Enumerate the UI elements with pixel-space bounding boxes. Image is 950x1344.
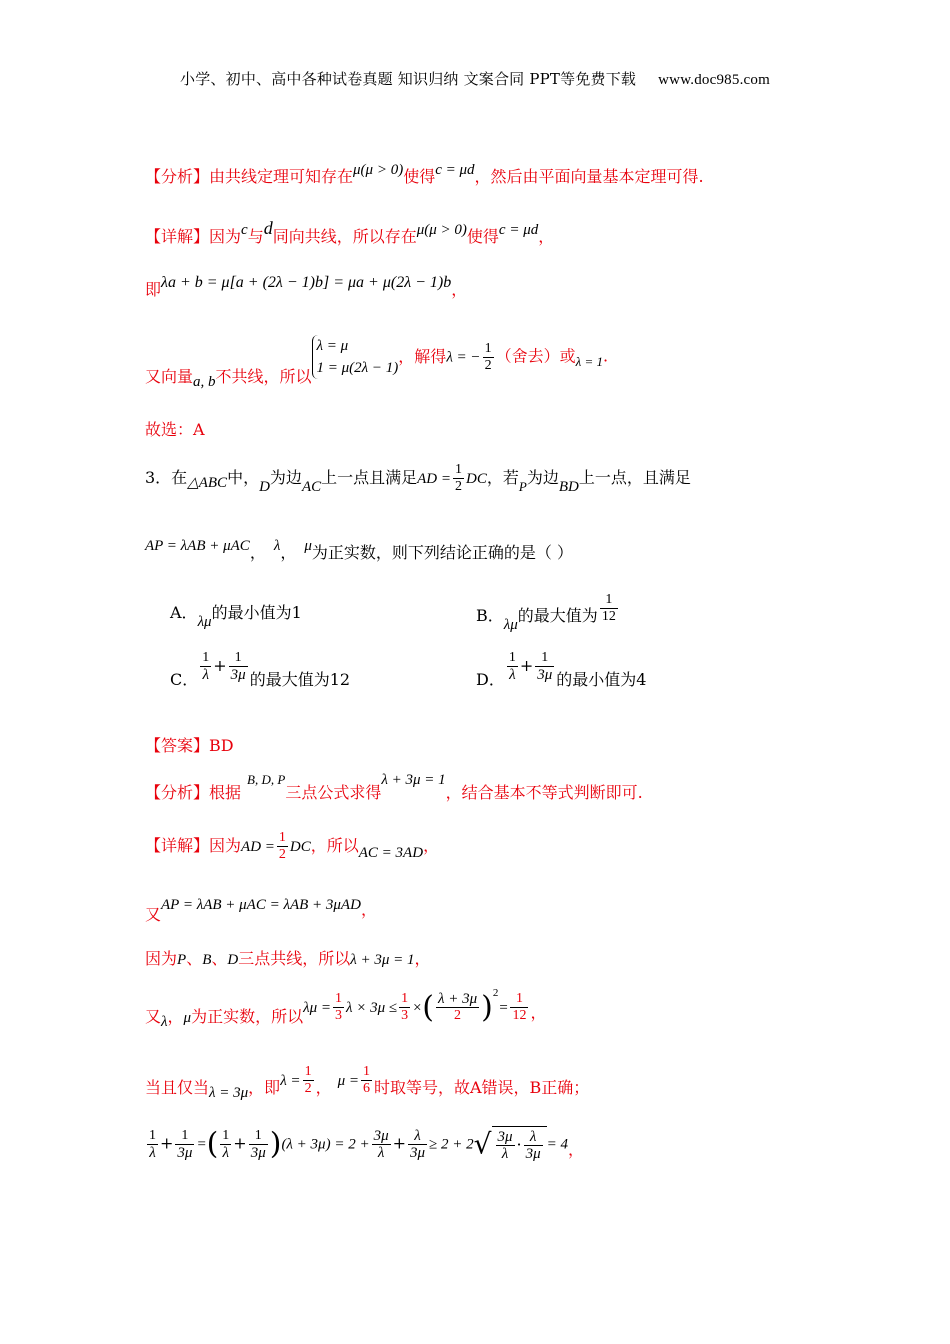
left-paren: ( <box>206 1126 219 1162</box>
formula: ≥ 2 + 2 <box>429 1136 474 1153</box>
denominator: λ <box>149 1144 156 1161</box>
fraction <box>524 1129 543 1162</box>
analysis-label: 【分析】 <box>145 167 210 186</box>
formula: B, D, P <box>247 772 286 787</box>
detail-text: 使得 <box>466 227 499 246</box>
formula: λ = <box>280 1073 301 1089</box>
fraction <box>303 1064 314 1097</box>
formula: μ <box>304 538 312 554</box>
formula: BD <box>558 479 579 495</box>
question-text: ， <box>280 543 297 562</box>
option-d[interactable] <box>476 650 647 689</box>
detail-text: ， <box>538 227 555 246</box>
fraction <box>249 1128 268 1161</box>
fraction <box>220 1128 231 1161</box>
numerator: 1 <box>510 991 528 1008</box>
formula: AD = <box>417 471 451 487</box>
fraction <box>333 991 344 1024</box>
option-text: 的最小值为1 <box>211 603 302 622</box>
question-text: 上一点且满足 <box>321 468 418 487</box>
formula: = <box>498 1000 509 1016</box>
formula: AP = λAB + μAC = λAB + 3μAD <box>161 897 361 913</box>
detail-text: . <box>602 346 609 366</box>
q3-detail-line6 <box>145 1126 584 1162</box>
denominator: 2 <box>454 1008 462 1023</box>
numerator: λ <box>524 1129 543 1146</box>
q2-detail-line2 <box>145 274 468 300</box>
formula: (λ + 3μ) = 2 + <box>281 1136 370 1153</box>
system-row: 1 = μ(2λ − 1) <box>316 360 399 376</box>
formula: d <box>263 218 273 238</box>
fraction <box>453 462 464 495</box>
formula: μ <box>183 1010 192 1026</box>
option-text: 的最大值为12 <box>249 670 351 689</box>
q3-stem-line1 <box>145 462 691 495</box>
detail-text: 又向量 <box>145 366 194 386</box>
question-number: 3．在 <box>145 468 188 487</box>
formula: λ = − <box>446 349 481 366</box>
numerator: 1 <box>362 1064 370 1079</box>
fraction <box>399 991 410 1024</box>
question-text: 中， <box>227 468 260 487</box>
q2-detail-line3 <box>145 335 609 390</box>
denominator: 3μ <box>525 1146 541 1162</box>
formula: △ABC <box>187 475 228 491</box>
detail-text: ，所以 <box>310 836 359 855</box>
q3-detail-line3 <box>145 946 431 969</box>
analysis-text: ，结合基本不等式判断即可. <box>445 783 643 802</box>
detail-text: 、 <box>211 949 228 968</box>
formula: P <box>518 479 527 494</box>
q3-detail-line2 <box>145 897 377 924</box>
fraction <box>372 1128 391 1161</box>
analysis-text: 使得 <box>403 167 436 186</box>
detail-text: ， <box>167 1007 184 1026</box>
formula: D <box>259 479 270 495</box>
denominator: 3μ <box>537 667 553 683</box>
formula: = <box>196 1136 207 1153</box>
formula: λμ <box>503 617 518 633</box>
denominator: 2 <box>278 847 286 862</box>
fraction <box>600 592 618 625</box>
formula: λμ <box>197 614 212 630</box>
right-paren: ) <box>269 1126 282 1162</box>
formula: λ = 1 <box>575 353 603 369</box>
fraction <box>277 830 288 863</box>
operator: + <box>233 1133 247 1153</box>
header-text: 小学、初中、高中各种试卷真题 知识归纳 文案合同 PPT等免费下载 <box>180 70 637 88</box>
denominator: 12 <box>512 1008 527 1023</box>
option-label: B． <box>476 606 504 625</box>
detail-text: ， <box>451 280 468 299</box>
formula: λ = 3μ <box>209 1085 249 1101</box>
denominator: 3 <box>334 1008 342 1023</box>
option-text: 的最大值为 <box>517 606 598 625</box>
detail-text: ， <box>414 949 431 968</box>
detail-text: ， <box>423 836 440 855</box>
formula: AC <box>301 479 322 495</box>
question-text: 为边 <box>526 468 559 487</box>
operator: + <box>392 1133 407 1153</box>
operator: + <box>519 656 534 675</box>
denominator: λ <box>202 667 209 683</box>
q2-detail <box>145 218 555 247</box>
numerator: 1 <box>535 650 554 667</box>
detail-text: ， <box>360 900 377 919</box>
analysis-text: ，然后由平面向量基本定理可得. <box>474 167 704 186</box>
detail-text: 时取等号，故A错误，B正确； <box>373 1078 590 1097</box>
formula: × <box>412 1000 423 1016</box>
denominator: 2 <box>455 479 462 494</box>
left-paren: ( <box>422 990 434 1025</box>
operator: + <box>160 1133 174 1153</box>
numerator: 1 <box>508 650 516 665</box>
numerator: 1 <box>334 991 342 1006</box>
numerator: 1 <box>304 1064 312 1079</box>
numerator: 1 <box>149 1127 156 1143</box>
formula: D <box>227 952 239 968</box>
formula: AC = 3AD <box>358 845 424 861</box>
detail-text: （舍去）或 <box>495 346 576 366</box>
question-text: ， <box>249 543 266 562</box>
detail-text: 为正实数，所以 <box>191 1007 304 1026</box>
detail-label: 【详解】 <box>145 227 210 246</box>
option-label: A． <box>170 603 198 622</box>
q3-detail-line5 <box>145 1064 590 1101</box>
question-text: ，若 <box>486 468 519 487</box>
fraction <box>436 991 479 1024</box>
formula: DC <box>289 839 311 855</box>
q2-choice: 故选：A <box>145 420 205 439</box>
q3-detail-line4 <box>145 987 547 1030</box>
detail-text: 因为 <box>209 836 242 855</box>
detail-label: 【详解】 <box>145 836 210 855</box>
denominator: 3μ <box>250 1144 266 1161</box>
q3-analysis <box>145 772 643 803</box>
page-header <box>0 68 950 89</box>
numerator: 1 <box>455 462 462 477</box>
formula: DC <box>466 471 487 487</box>
formula: c <box>241 222 248 238</box>
q3-answer: 【答案】BD <box>145 736 234 755</box>
detail-text: 因为 <box>209 227 242 246</box>
denominator: λ <box>222 1144 230 1161</box>
numerator: 1 <box>278 830 286 845</box>
analysis-text: 由共线定理可知存在 <box>209 167 354 186</box>
formula: AD = <box>241 839 275 855</box>
denominator: 3μ <box>177 1144 193 1161</box>
numerator: 1 <box>600 592 618 609</box>
formula: = 4 <box>546 1136 569 1153</box>
detail-text: ，即 <box>248 1078 281 1097</box>
option-c[interactable] <box>170 650 351 689</box>
option-label: D． <box>476 670 505 689</box>
detail-text: 同向共线，所以存在 <box>272 227 417 246</box>
fraction <box>535 650 554 683</box>
system-row: λ = μ <box>316 338 349 354</box>
option-a[interactable] <box>170 600 302 630</box>
formula: c = μd <box>435 162 475 178</box>
numerator: 3μ <box>497 1129 513 1145</box>
detail-text: 不共线，所以 <box>215 366 312 386</box>
denominator: λ <box>509 667 516 683</box>
question-text: 为边 <box>269 468 302 487</box>
fraction <box>496 1129 515 1162</box>
numerator: 1 <box>202 650 210 665</box>
formula: μ(μ > 0) <box>353 162 404 178</box>
formula: λa + b = μ[a + (2λ − 1)b] = μa + μ(2λ − 1)b <box>161 274 452 291</box>
fraction <box>229 650 248 683</box>
formula: B <box>202 952 212 968</box>
detail-text: 又 <box>145 1007 162 1026</box>
formula: AP = λAB + μAC <box>145 538 250 554</box>
detail-text: 当且仅当 <box>145 1078 210 1097</box>
fraction <box>175 1128 194 1161</box>
numerator: λ + 3μ <box>437 991 478 1007</box>
detail-text: ， <box>568 1139 585 1159</box>
formula: λ <box>161 1014 168 1030</box>
detail-text: 与 <box>247 227 264 246</box>
formula: P <box>177 952 187 968</box>
fraction <box>408 1128 427 1161</box>
denominator: λ <box>377 1144 385 1161</box>
detail-text: 三点共线，所以 <box>238 949 351 968</box>
denominator: 12 <box>601 609 616 624</box>
operator: · <box>516 1135 522 1154</box>
detail-text: 又 <box>145 905 162 924</box>
right-paren: ) <box>481 990 493 1025</box>
formula: μ = <box>337 1073 359 1089</box>
formula: λ + 3μ = 1 <box>350 952 415 968</box>
analysis-label: 【分析】 <box>145 783 210 802</box>
q3-detail <box>145 830 439 863</box>
denominator: 3μ <box>230 667 246 683</box>
formula: μ(μ > 0) <box>416 222 467 238</box>
numerator: 1 <box>484 340 492 356</box>
denominator: 2 <box>484 357 492 373</box>
fraction <box>200 650 211 683</box>
fraction <box>483 341 494 374</box>
detail-text: ，解得 <box>398 346 447 366</box>
fraction <box>361 1064 372 1097</box>
denominator: 3μ <box>410 1144 426 1161</box>
option-b[interactable] <box>476 592 620 633</box>
question-text: 上一点，且满足 <box>578 468 691 487</box>
fraction <box>147 1128 158 1161</box>
q2-analysis <box>145 164 704 187</box>
sqrt-icon: √ <box>473 1127 492 1161</box>
numerator: λ <box>408 1128 427 1145</box>
numerator: 1 <box>249 1128 268 1145</box>
numerator: 1 <box>229 650 248 667</box>
analysis-text: 三点公式求得 <box>285 783 382 802</box>
denominator: λ <box>501 1146 509 1162</box>
formula: λ + 3μ = 1 <box>381 772 446 788</box>
numerator: 1 <box>222 1127 230 1143</box>
formula: λ <box>273 538 281 554</box>
formula: λμ = <box>303 1000 331 1016</box>
numerator: 3μ <box>373 1127 389 1144</box>
formula: c = μd <box>498 222 539 238</box>
numerator: 1 <box>401 991 409 1006</box>
denominator: 6 <box>362 1081 370 1096</box>
question-text: 为正实数，则下列结论正确的是（ ） <box>311 543 573 562</box>
formula: λ × 3μ ≤ <box>345 1000 398 1016</box>
formula: a, b <box>193 373 216 390</box>
equation-system <box>312 335 399 379</box>
detail-text: ， <box>530 1003 547 1022</box>
square-root <box>492 1126 547 1162</box>
option-text: 的最小值为4 <box>556 670 647 689</box>
detail-text: 、 <box>186 949 203 968</box>
denominator: 2 <box>304 1081 312 1096</box>
detail-text: 因为 <box>145 949 178 968</box>
fraction <box>507 650 518 683</box>
header-site-link[interactable]: www.doc985.com <box>658 72 770 88</box>
denominator: 3 <box>401 1008 409 1023</box>
detail-text: ， <box>315 1078 332 1097</box>
detail-text: 即 <box>145 280 162 299</box>
numerator: 1 <box>175 1128 194 1145</box>
fraction <box>510 991 528 1024</box>
operator: + <box>213 656 227 675</box>
q3-stem-line2 <box>145 540 573 563</box>
exponent: 2 <box>492 987 499 999</box>
option-label: C． <box>170 670 199 689</box>
analysis-text: 根据 <box>209 783 242 802</box>
